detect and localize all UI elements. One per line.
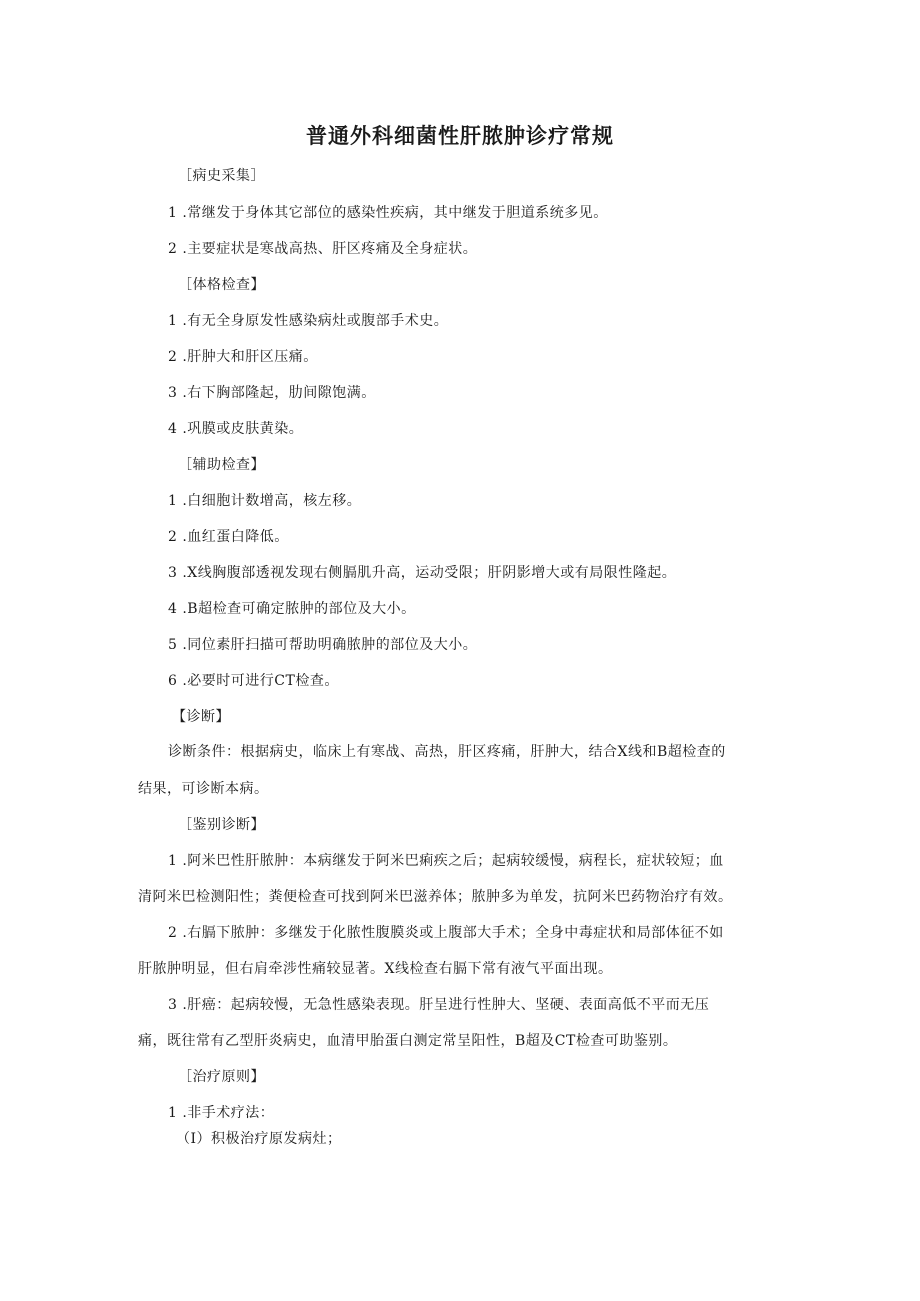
treatment-item: 1 .非手术疗法：: [168, 1105, 275, 1121]
auxiliary-item: 2 .血红蛋白降低。: [168, 529, 289, 545]
differential-item: 1 .阿米巴性肝脓肿：本病继发于阿米巴痢疾之后；起病较缓慢，病程长，症状较短；血: [168, 853, 724, 869]
section-heading-treatment: ［治疗原则】: [178, 1069, 265, 1085]
differential-item: 3 .肝癌：起病较慢，无急性感染表现。肝呈进行性肿大、坚硬、表面高低不平而无压: [168, 997, 710, 1013]
differential-item: 肝脓肿明显，但右肩牵涉性痛较显著。X线检查右膈下常有液气平面出现。: [138, 961, 613, 977]
differential-item: 清阿米巴检测阳性；粪便检查可找到阿米巴滋养体；脓肿多为单发，抗阿米巴药物治疗有效。: [138, 889, 733, 905]
section-heading-physical: ［体格检查】: [178, 277, 265, 293]
history-item: 2 .主要症状是寒战高热、肝区疼痛及全身症状。: [168, 241, 478, 257]
section-heading-auxiliary: ［辅助检查】: [178, 457, 265, 473]
treatment-item: （I）积极治疗原发病灶；: [176, 1131, 342, 1147]
physical-item: 4 .巩膜或皮肤黄染。: [168, 421, 304, 437]
physical-item: 3 .右下胸部隆起，肋间隙饱满。: [168, 385, 376, 401]
page-title: 普通外科细菌性肝脓肿诊疗常规: [306, 124, 614, 148]
differential-item: 2 .右膈下脓肿：多继发于化脓性腹膜炎或上腹部大手术；全身中毒症状和局部体征不如: [168, 925, 724, 941]
auxiliary-item: 6 .必要时可进行CT检查。: [168, 673, 339, 689]
section-heading-diagnosis: 【诊断】: [172, 709, 230, 725]
diagnosis-text: 结果，可诊断本病。: [138, 781, 269, 797]
diagnosis-text: 诊断条件：根据病史，临床上有寒战、高热，肝区疼痛，肝肿大，结合X线和B超检查的: [168, 744, 726, 760]
physical-item: 2 .肝肿大和肝区压痛。: [168, 349, 318, 365]
auxiliary-item: 4 .B超检查可确定脓肿的部位及大小。: [168, 601, 416, 617]
auxiliary-item: 1 .白细胞计数增高，核左移。: [168, 493, 362, 509]
auxiliary-item: 3 .X线胸腹部透视发现右侧膈肌升高，运动受限；肝阴影增大或有局限性隆起。: [168, 565, 677, 581]
section-heading-history: ［病史采集］: [178, 168, 265, 184]
physical-item: 1 .有无全身原发性感染病灶或腹部手术史。: [168, 313, 449, 329]
history-item: 1 .常继发于身体其它部位的感染性疾病，其中继发于胆道系统多见。: [168, 205, 608, 221]
auxiliary-item: 5 .同位素肝扫描可帮助明确脓肿的部位及大小。: [168, 637, 478, 653]
differential-item: 痛，既往常有乙型肝炎病史，血清甲胎蛋白测定常呈阳性，B超及CT检查可助鉴别。: [138, 1033, 678, 1049]
section-heading-differential: ［鉴别诊断】: [178, 817, 265, 833]
